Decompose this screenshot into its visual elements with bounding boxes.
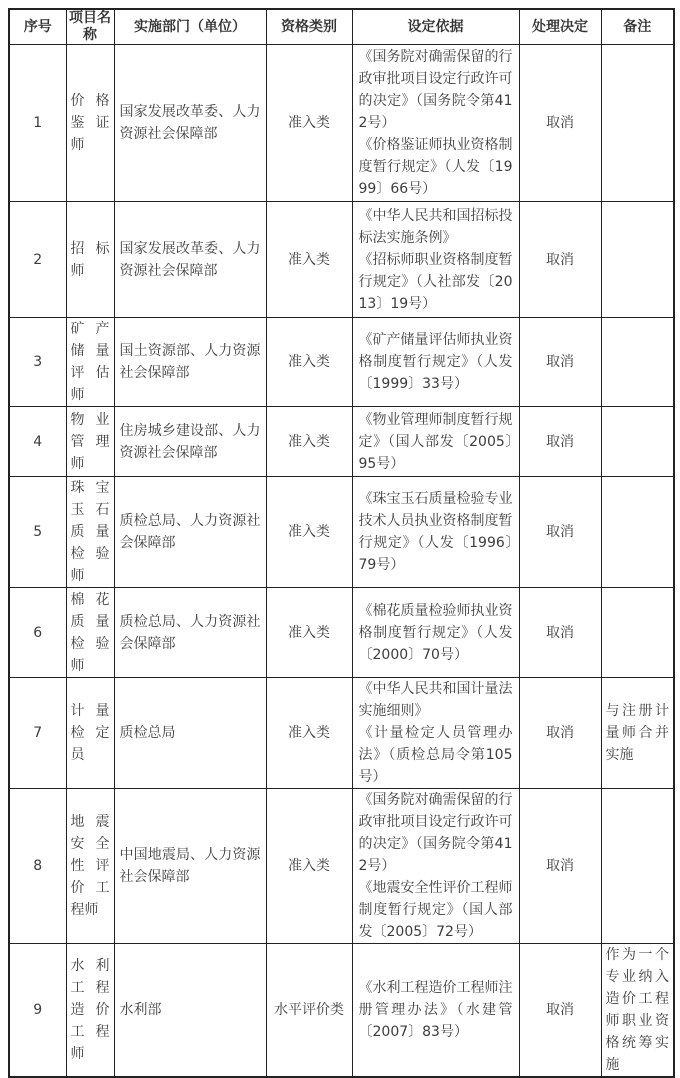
decision-cell: 取消 — [519, 407, 601, 477]
department-cell: 国家发展改革委、人力资源社会保障部 — [114, 202, 266, 318]
category-cell: 水平评价类 — [266, 944, 352, 1078]
basis-paragraph: 《国务院对确需保留的行政审批项目设定行政许可的决定》（国务院令第412号） — [358, 49, 513, 131]
category-cell: 准入类 — [266, 407, 352, 477]
basis-paragraph: 《招标师职业资格制度暂行规定》（人社部发〔2013〕19号） — [358, 251, 513, 312]
basis-paragraph: 《物业管理师制度暂行规定》（国人部发〔2005〕95号） — [358, 411, 513, 472]
category-cell: 准入类 — [266, 202, 352, 318]
project-name-cell: 矿产储量评估师 — [66, 318, 114, 407]
project-name-cell: 招标师 — [66, 202, 114, 318]
table-row — [9, 944, 674, 1078]
project-name-cell: 棉花质量检验师 — [66, 588, 114, 678]
row-number: 4 — [9, 407, 66, 477]
project-name-cell: 价格鉴证师 — [66, 45, 114, 202]
decision-cell: 取消 — [519, 477, 601, 588]
department-cell: 国土资源部、人力资源社会保障部 — [114, 318, 266, 407]
category-cell: 准入类 — [266, 789, 352, 944]
basis-cell — [352, 944, 519, 1078]
table-row — [9, 407, 674, 477]
decision-cell: 取消 — [519, 789, 601, 944]
basis-paragraph: 《水利工程造价工程师注册管理办法》（水建管〔2007〕83号） — [358, 980, 513, 1040]
basis-paragraph: 《价格鉴证师执业资格制度暂行规定》（人发〔1999〕66号） — [358, 137, 513, 197]
column-header-project-name: 项目名称 — [66, 9, 114, 45]
decision-cell: 取消 — [519, 588, 601, 678]
basis-paragraph: 《地震安全性评价工程师制度暂行规定》（国人部发〔2005〕72号） — [358, 880, 513, 940]
table-header-row — [9, 9, 674, 45]
basis-paragraph: 《矿产储量评估师执业资格制度暂行规定》（人发〔1999〕33号） — [358, 332, 513, 392]
category-cell: 准入类 — [266, 678, 352, 789]
table-row — [9, 789, 674, 944]
row-number: 7 — [9, 678, 66, 789]
basis-cell — [352, 202, 519, 318]
basis-paragraph: 《中华人民共和国计量法实施细则》 — [358, 681, 513, 719]
basis-paragraph: 《中华人民共和国招标投标法实施条例》 — [358, 207, 513, 246]
column-header-number: 序号 — [9, 9, 66, 45]
remark-cell: 作为一个专业纳入造价工程师职业资格统筹实施 — [601, 944, 674, 1078]
category-cell: 准入类 — [266, 45, 352, 202]
table-row — [9, 45, 674, 202]
column-header-basis: 设定依据 — [352, 9, 519, 45]
row-number: 9 — [9, 944, 66, 1078]
department-cell: 质检总局、人力资源社会保障部 — [114, 477, 266, 588]
column-header-remark: 备注 — [601, 9, 674, 45]
remark-cell — [601, 318, 674, 407]
remark-cell — [601, 407, 674, 477]
row-number: 3 — [9, 318, 66, 407]
department-cell: 住房城乡建设部、人力资源社会保障部 — [114, 407, 266, 477]
basis-paragraph: 《棉花质量检验师执业资格制度暂行规定》（人发〔2000〕70号） — [358, 602, 513, 663]
basis-cell — [352, 588, 519, 678]
column-header-department: 实施部门（单位） — [114, 9, 266, 45]
remark-cell — [601, 477, 674, 588]
remark-cell: 与注册计量师合并实施 — [601, 678, 674, 789]
decision-cell: 取消 — [519, 318, 601, 407]
department-cell: 质检总局、人力资源社会保障部 — [114, 588, 266, 678]
decision-cell: 取消 — [519, 45, 601, 202]
row-number: 2 — [9, 202, 66, 318]
remark-cell — [601, 588, 674, 678]
table-row — [9, 202, 674, 318]
category-cell: 准入类 — [266, 588, 352, 678]
decision-cell: 取消 — [519, 678, 601, 789]
remark-cell — [601, 202, 674, 318]
row-number: 8 — [9, 789, 66, 944]
row-number: 6 — [9, 588, 66, 678]
table-row — [9, 588, 674, 678]
basis-cell — [352, 477, 519, 588]
column-header-decision: 处理决定 — [519, 9, 601, 45]
project-name-cell: 物业管理师 — [66, 407, 114, 477]
basis-cell — [352, 407, 519, 477]
basis-paragraph: 《计量检定人员管理办法》（质检总局令第105号） — [358, 725, 513, 785]
category-cell: 准入类 — [266, 318, 352, 407]
basis-cell — [352, 45, 519, 202]
project-name-cell: 珠宝玉石质量检验师 — [66, 477, 114, 588]
department-cell: 国家发展改革委、人力资源社会保障部 — [114, 45, 266, 202]
decision-cell: 取消 — [519, 944, 601, 1078]
basis-paragraph: 《珠宝玉石质量检验专业技术人员执业资格制度暂行规定》（人发〔1996〕79号） — [358, 491, 513, 573]
row-number: 5 — [9, 477, 66, 588]
department-cell: 中国地震局、人力资源社会保障部 — [114, 789, 266, 944]
basis-cell — [352, 789, 519, 944]
project-name-cell: 水利工程造价工程师 — [66, 944, 114, 1078]
qualification-cancellation-table — [8, 8, 675, 1078]
basis-cell — [352, 678, 519, 789]
department-cell: 质检总局 — [114, 678, 266, 789]
basis-cell — [352, 318, 519, 407]
project-name-cell: 计量检定员 — [66, 678, 114, 789]
basis-paragraph: 《国务院对确需保留的行政审批项目设定行政许可的决定》（国务院令第412号） — [358, 792, 513, 874]
remark-cell — [601, 789, 674, 944]
table-row — [9, 318, 674, 407]
remark-cell — [601, 45, 674, 202]
department-cell: 水利部 — [114, 944, 266, 1078]
table-row — [9, 678, 674, 789]
table-row — [9, 477, 674, 588]
row-number: 1 — [9, 45, 66, 202]
decision-cell: 取消 — [519, 202, 601, 318]
category-cell: 准入类 — [266, 477, 352, 588]
project-name-cell: 地震安全性评价工程师 — [66, 789, 114, 944]
column-header-category: 资格类别 — [266, 9, 352, 45]
